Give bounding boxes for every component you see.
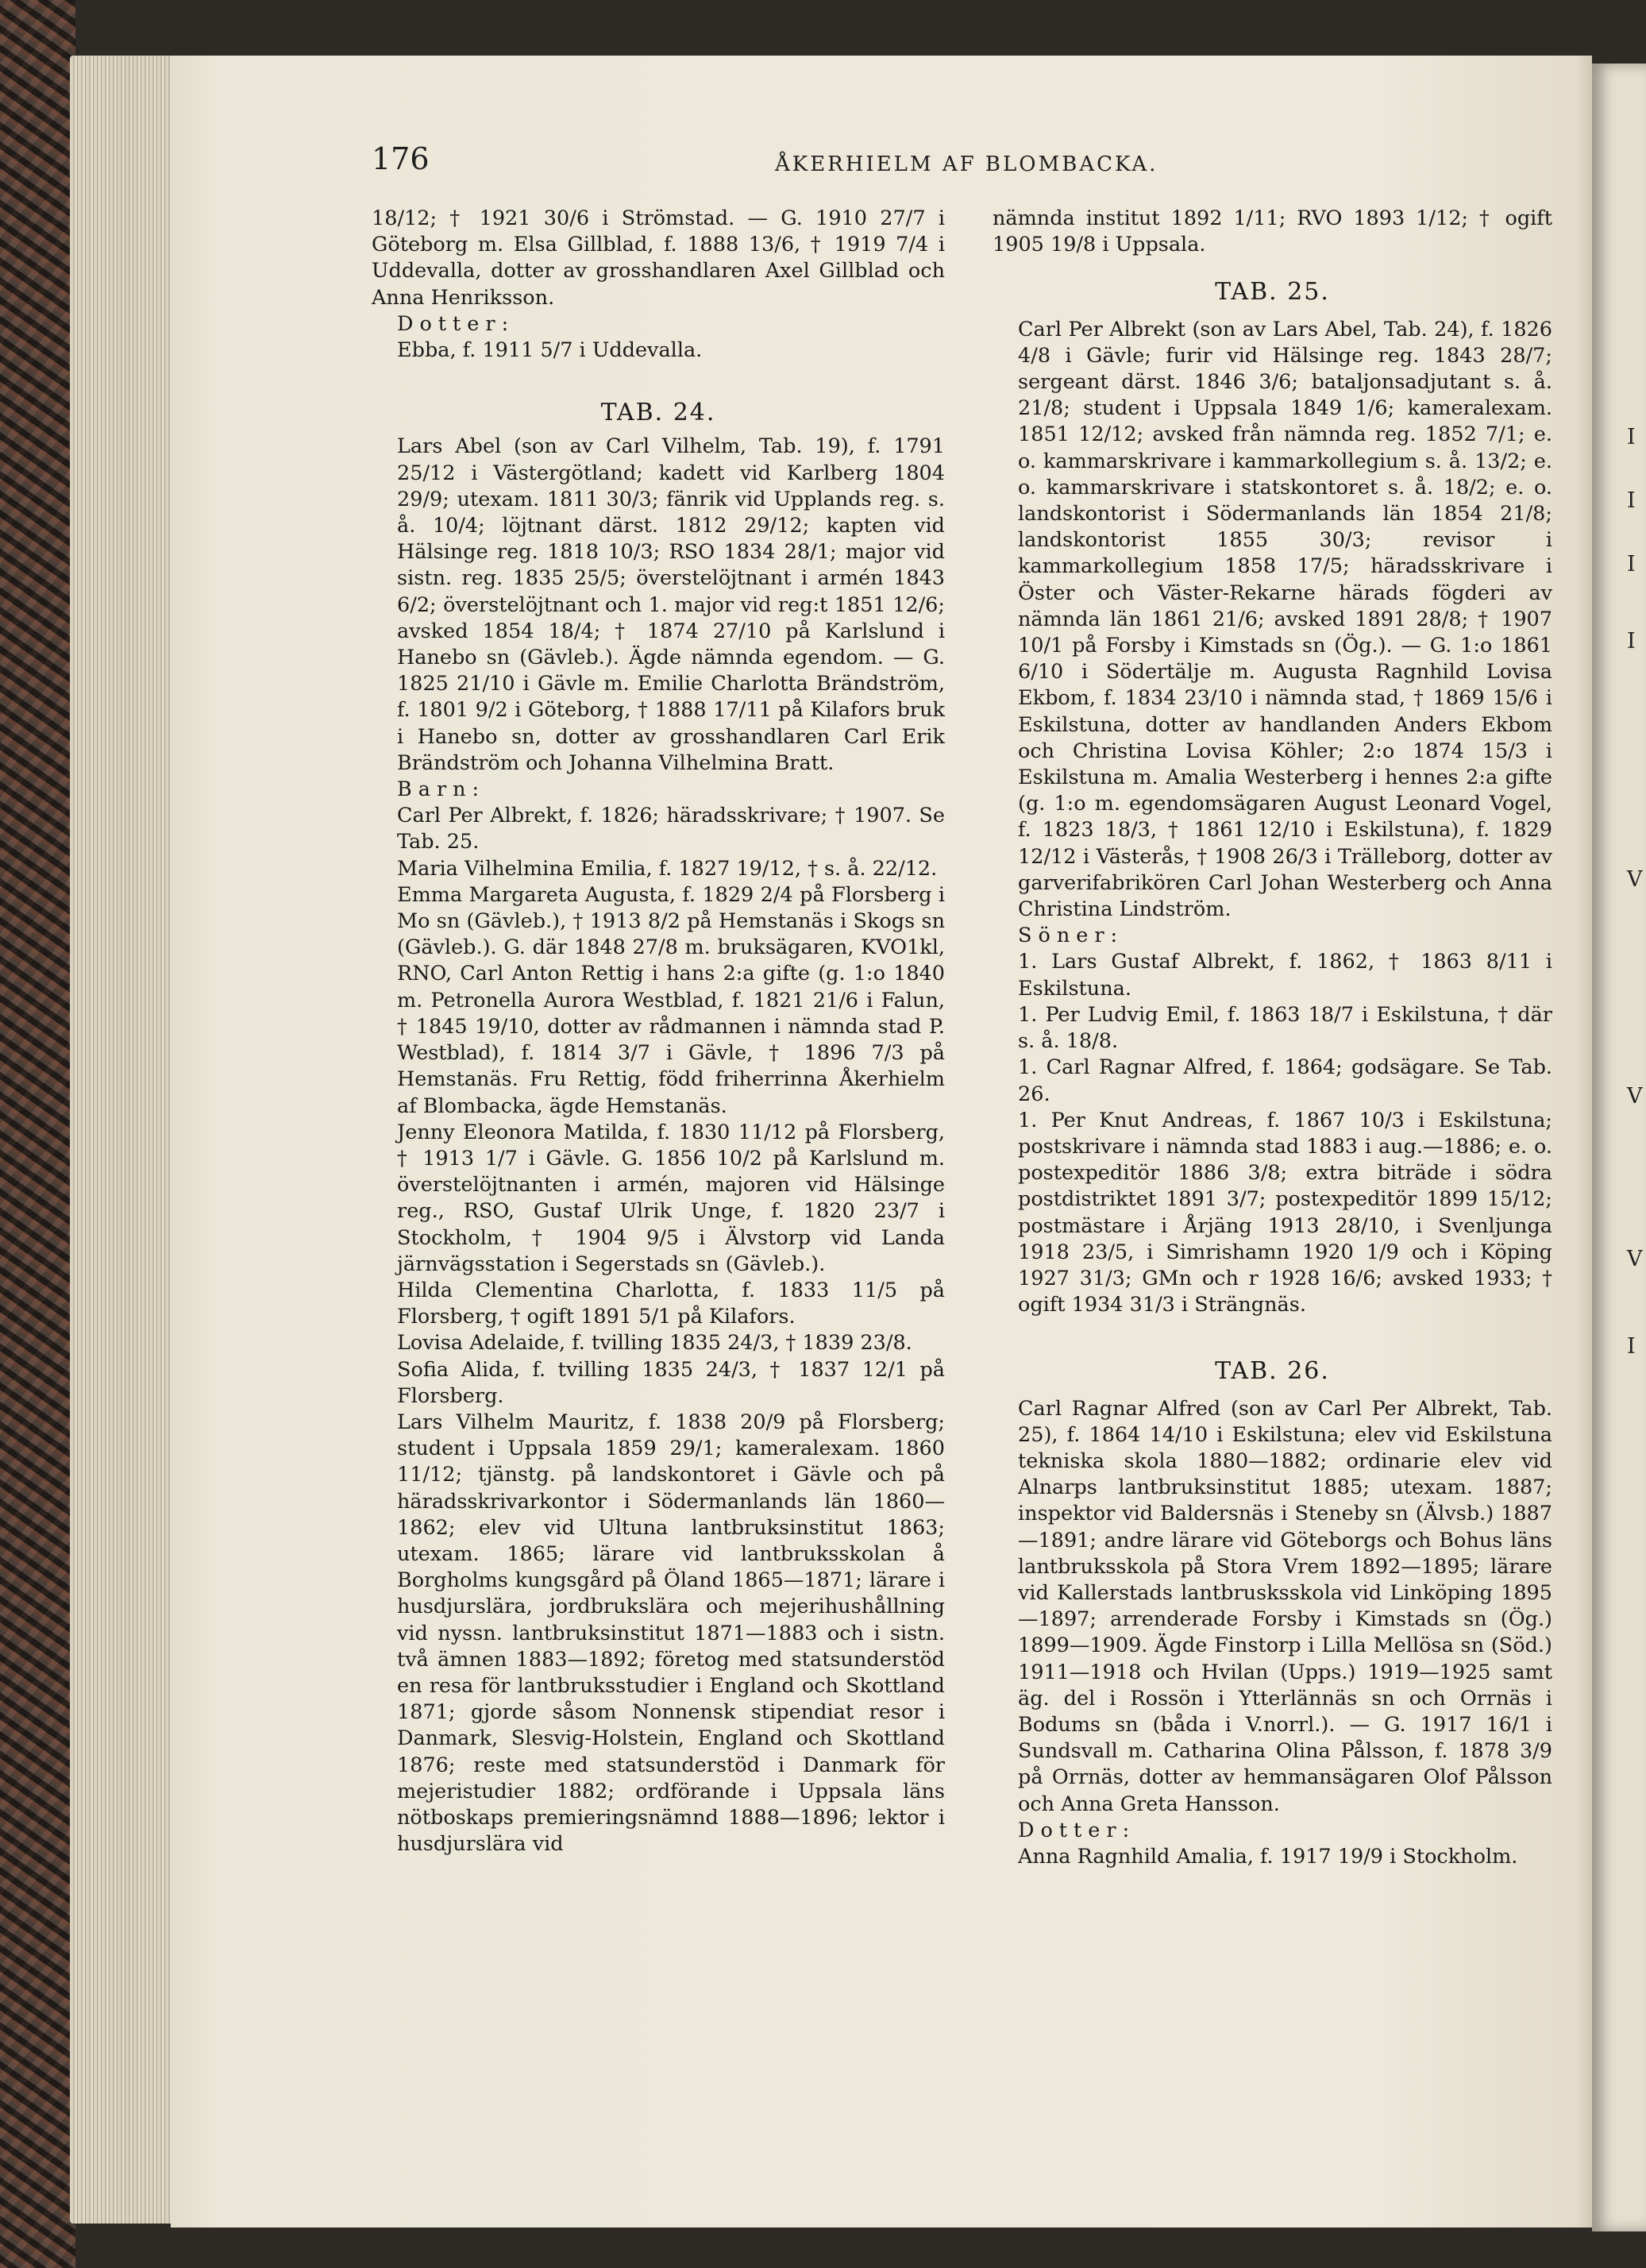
entry: 1. Lars Gustaf Albrekt, f. 1862, † 1863 8/11 i Eskilstuna. — [1018, 950, 1552, 1001]
edge-letter: V — [1627, 1084, 1643, 1109]
section-label: Barn: — [397, 777, 486, 802]
paragraph: Carl Per Albrekt (son av Lars Abel, Tab. 24), f. 1826 4/8 i Gävle; furir vid Hälsinge reg. 1843 28/7; sergeant därst. 1846 3/6; bataljonsadjutant s. å. 21/8; student i Uppsala 1849 1/6; kameralexam. 1851 12/12; avsked från nämnda reg. 1852 7/1; e. o. kammarskrivare i kammarkollegium s. å. 13/2; e. o. kammarskrivare i statskontoret s. å. 18/2; e. o. landskontorist i Södermanlands län 1854 21/8; landskontorist 1855 30/3; revisor i kammarkollegium 1858 17/5; häradsskrivare i Öster och Väster-Rekarne härads fögderi av nämnda län 1861 21/6; avsked 1891 28/8; † 1907 10/1 på Forsby i Kimstads sn (Ög.). — G. 1:o 1861 6/10 i Södertälje m. Augusta Ragnhild Lovisa Ekbom, f. 1834 23/10 i nämnda stad, † 1869 15/6 i Eskilstuna, dotter av handlanden Anders Ekbom och Christina Lovisa Köhler; 2:o 1874 15/3 i Eskilstuna m. Amalia Westerberg i hennes 2:a gifte (g. 1:o m. egendomsägaren August Leonard Vogel, f. 1823 18/3, † 1861 12/10 i Eskilstuna), f. 1829 12/12 i Västerås, † 1908 26/3 i Trälleborg, dotter av garverifabrikören Carl Johan Westerberg och Anna Christina Lindström. — [1018, 317, 1552, 922]
paragraph: Lars Abel (son av Carl Vilhelm, Tab. 19), f. 1791 25/12 i Västergötland; kadett vid Karlberg 1804 29/9; utexam. 1811 30/3; fänrik vid Upplands reg. s. å. 10/4; löjtnant därst. 1812 29/12; kapten vid Hälsinge reg. 1818 10/3; RSO 1834 28/1; major vid sistn. reg. 1835 25/5; överstelöjtnant i armén 1843 6/2; överstelöjtnant och 1. major vid reg:t 1851 12/6; avsked 1854 18/4; † 1874 27/10 på Karlslund i Hanebo sn (Gävleb.). Ägde nämnda egendom. — G. 1825 21/10 i Gävle m. Emilie Charlotta Brändström, f. 1801 9/2 i Göteborg, † 1888 17/11 på Kilafors bruk i Hanebo sn, dotter av grosshandlaren Carl Erik Brändström och Johanna Vilhelmina Bratt. — [397, 434, 945, 775]
edge-letter: I — [1627, 425, 1636, 449]
table-heading: TAB. 26. — [1215, 1357, 1330, 1386]
spacer — [372, 364, 945, 390]
paragraph: Carl Ragnar Alfred (son av Carl Per Albrekt, Tab. 25), f. 1864 14/10 i Eskilstuna; elev vid Eskilstuna tekniska skola 1880—1882; ordinarie elev vid Alnarps lantbruksinstitut 1885; utexam. 1887; inspektor vid Baldersnäs i Steneby sn (Älvsb.) 1887—1891; andre lärare vid Göteborgs och Bohus läns lantbruksskola på Stora Vrem 1892—1895; lärare vid Kallerstads lantbrusksskola vid Linköping 1895—1897; arrenderade Forsby i Kimstads sn (Ög.) 1899—1909. Ägde Finstorp i Lilla Mellösa sn (Söd.) 1911—1918 och Hvilan (Upps.) 1919—1925 samt äg. del i Rossön i Ytterlännäs sn och Orrnäs i Bodums sn (båda i V.norrl.). — G. 1917 16/1 i Sundsvall m. Catharina Olina Pålsson, f. 1878 3/9 på Orrnäs, dotter av hemmansägaren Olof Pålsson och Anna Greta Hansson. — [1018, 1396, 1552, 1816]
entry: Lovisa Adelaide, f. tvilling 1835 24/3, † 1839 23/8. — [397, 1331, 912, 1356]
edge-letter: I — [1627, 1334, 1636, 1359]
section-label: Dotter: — [1018, 1818, 1136, 1842]
paragraph: 18/12; † 1921 30/6 i Strömstad. — G. 1910 27/7 i Göteborg m. Elsa Gillblad, f. 1888 13/6, † 1919 7/4 i Uddevalla, dotter av grosshandlaren Axel Gillblad och Anna Henriksson. — [372, 206, 945, 310]
page-number: 176 — [372, 141, 430, 176]
edge-letter: I — [1627, 488, 1636, 513]
left-column — [372, 206, 945, 1857]
table-heading: TAB. 24. — [600, 399, 716, 427]
section-label: Dotter: — [397, 311, 515, 336]
entry: Hilda Clementina Charlotta, f. 1833 11/5 på Florsberg, † ogift 1891 5/1 på Kilafors. — [397, 1278, 945, 1329]
edge-letter: I — [1627, 552, 1636, 577]
entry: Emma Margareta Augusta, f. 1829 2/4 på Florsberg i Mo sn (Gävleb.), † 1913 8/2 på Hemstanäs i Skogs sn (Gävleb.). G. där 1848 27/8 m. bruksägaren, KVO1kl, RNO, Carl Anton Rettig i hans 2:a gifte (g. 1:o 1840 m. Petronella Aurora Westblad, f. 1821 21/6 i Falun, † 1845 19/10, dotter av rådmannen i nämnda stad P. Westblad), f. 1814 3/7 i Gävle, † 1896 7/3 på Hemstanäs. Fru Rettig, född friherrinna Åkerhielm af Blombacka, ägde Hemstanäs. — [397, 882, 945, 1118]
page-edges — [70, 56, 177, 2224]
edge-letter: V — [1627, 1247, 1643, 1271]
marbled-cover — [0, 0, 75, 2268]
entry: Anna Ragnhild Amalia, f. 1917 19/9 i Stockholm. — [1018, 1844, 1518, 1869]
right-column — [993, 206, 1552, 1870]
entry: Jenny Eleonora Matilda, f. 1830 11/12 på Florsberg, † 1913 1/7 i Gävle. G. 1856 10/2 på Karlslund m. överstelöjtnanten i armén, majoren vid Hälsinge reg., RSO, Gustaf Ulrik Unge, f. 1820 23/7 i Stockholm, † 1904 9/5 i Älvstorp vid Landa järnvägsstation i Segerstads sn (Gävleb.). — [397, 1120, 945, 1276]
edge-letter: V — [1627, 867, 1643, 892]
entry: Sofia Alida, f. tvilling 1835 24/3, † 1837 12/1 på Florsberg. — [397, 1357, 945, 1408]
entry: 1. Carl Ragnar Alfred, f. 1864; godsägare. Se Tab. 26. — [1018, 1055, 1552, 1106]
running-title: ÅKERHIELM AF BLOMBACKA. — [775, 152, 1158, 176]
entry: Maria Vilhelmina Emilia, f. 1827 19/12, † s. å. 22/12. — [397, 856, 938, 881]
entry: 1. Per Knut Andreas, f. 1867 10/3 i Eskilstuna; postskrivare i nämnda stad 1883 i aug.—1886; e. o. postexpeditör 1886 3/8; extra biträde i södra postdistriktet 1891 3/7; postexpeditör 1899 15/12; postmästare i Årjäng 1913 28/10, i Svenljunga 1918 23/5, i Simrishamn 1920 1/9 och i Köping 1927 31/3; GMn och r 1928 16/6; avsked 1933; † ogift 1934 31/3 i Strängnäs. — [1018, 1108, 1552, 1317]
page-header — [372, 141, 1166, 181]
entry: Carl Per Albrekt, f. 1826; häradsskrivare; † 1907. Se Tab. 25. — [397, 804, 945, 854]
next-page-edge — [1592, 64, 1646, 2231]
entry: Ebba, f. 1911 5/7 i Uddevalla. — [397, 338, 703, 363]
table-heading: TAB. 25. — [1215, 278, 1330, 307]
entry: Lars Vilhelm Mauritz, f. 1838 20/9 på Florsberg; student i Uppsala 1859 29/1; kameralexam. 1860 11/12; tjänstg. på landskontoret i Gävle och på häradsskrivarkontor i Södermanlands län 1860—1862; elev vid Ultuna lantbruksinstitut 1863; utexam. 1865; lärare vid lantbruksskolan å Borgholms kungsgård på Öland 1865—1871; lärare i husdjurslära, jordbrukslära och mejerihushållning vid nyssn. lantbruksinstitut 1871—1883 och i sistn. två ämnen 1883—1892; företog med statsunderstöd en resa för lantbruksstudier i England och Skottland 1871; gjorde såsom Nonnensk stipendiat resor i Danmark, Slesvig-Holstein, England och Skottland 1876; reste med statsunderstöd i Danmark för mejeristudier 1882; ordförande i Uppsala läns nötboskaps premieringsnämnd 1888—1896; lektor i husdjurslära vid — [397, 1410, 945, 1857]
paragraph: nämnda institut 1892 1/11; RVO 1893 1/12; † ogift 1905 19/8 i Uppsala. — [993, 206, 1552, 257]
edge-letter: I — [1627, 629, 1636, 654]
entry: 1. Per Ludvig Emil, f. 1863 18/7 i Eskilstuna, † där s. å. 18/8. — [1018, 1002, 1552, 1054]
section-label: Söner: — [1018, 924, 1124, 948]
